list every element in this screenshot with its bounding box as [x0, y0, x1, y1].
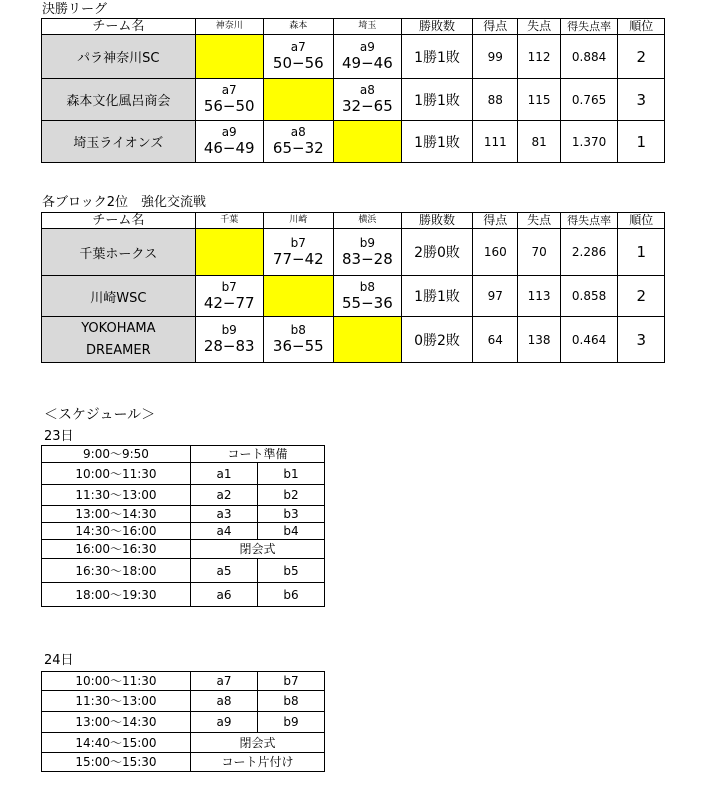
- diagonal-cell: [195, 35, 263, 79]
- b-game: b8: [258, 691, 325, 712]
- schedule-row: [42, 523, 325, 540]
- day1-label: 23日: [44, 429, 74, 444]
- time-slot: 18:00〜19:30: [42, 583, 191, 607]
- schedule-row: [42, 540, 325, 559]
- time-slot: 14:30〜16:00: [42, 523, 191, 540]
- b-game: b9: [258, 712, 325, 733]
- table-row: [42, 79, 665, 121]
- game-score: 42−77: [203, 293, 255, 312]
- game-id: a8: [290, 125, 306, 139]
- team-name-line2: DREAMER: [86, 342, 151, 358]
- ratio: 0.884: [560, 35, 618, 79]
- ratio: 0.765: [560, 79, 618, 121]
- game-score: 83−28: [342, 249, 393, 268]
- record: 1勝1敗: [401, 276, 472, 317]
- game-score: 32−65: [342, 97, 393, 115]
- header-points-against: 失点: [518, 19, 560, 35]
- record: 1勝1敗: [401, 35, 472, 79]
- points-for: 64: [473, 317, 518, 363]
- schedule-row: [42, 672, 325, 691]
- points-against: 113: [518, 276, 560, 317]
- slot-event: コート準備: [191, 446, 325, 463]
- points-against: 81: [518, 121, 560, 163]
- slot-event: 閉会式: [191, 540, 325, 559]
- header-points-for: 得点: [473, 213, 518, 229]
- b-game: b4: [258, 523, 325, 540]
- game-id: a7: [221, 83, 237, 97]
- day1-schedule-table: [41, 445, 325, 607]
- time-slot: 14:40〜15:00: [42, 733, 191, 753]
- schedule-row: [42, 583, 325, 607]
- time-slot: 11:30〜13:00: [42, 691, 191, 712]
- game-score: 65−32: [272, 139, 324, 157]
- team-name: パラ神奈川SC: [42, 35, 196, 79]
- final-league-title: 決勝リーグ: [42, 2, 108, 17]
- game-score: 36−55: [272, 337, 324, 355]
- schedule-row: [42, 733, 325, 753]
- game-score: 28−83: [203, 337, 255, 355]
- ratio: 1.370: [560, 121, 618, 163]
- time-slot: 13:00〜14:30: [42, 506, 191, 523]
- schedule-row: [42, 485, 325, 506]
- team-name-line1: YOKOHAMA: [81, 320, 156, 336]
- table-row: [42, 317, 665, 363]
- schedule-row: [42, 506, 325, 523]
- b-game: b3: [258, 506, 325, 523]
- day2-label: 24日: [44, 653, 74, 668]
- schedule-row: [42, 446, 325, 463]
- rank: 1: [618, 229, 665, 276]
- points-against: 70: [518, 229, 560, 276]
- a-game: a6: [191, 583, 258, 607]
- header-yokohama: 横浜: [333, 213, 401, 229]
- diagonal-cell: [333, 121, 401, 163]
- game-score: 56−50: [203, 97, 255, 115]
- time-slot: 10:00〜11:30: [42, 463, 191, 485]
- team-name: 千葉ホークス: [42, 229, 196, 276]
- points-for: 88: [473, 79, 518, 121]
- day2-schedule-table: [41, 671, 325, 772]
- match-cell: [333, 276, 401, 317]
- game-id: b8: [290, 323, 306, 337]
- table-row: [42, 276, 665, 317]
- final-league-table: [41, 18, 665, 163]
- header-record: 勝敗数: [401, 213, 472, 229]
- exchange-header-row: [42, 213, 665, 229]
- header-ratio: 得失点率: [560, 19, 618, 35]
- time-slot: 11:30〜13:00: [42, 485, 191, 506]
- game-id: b9: [221, 323, 237, 337]
- b-game: b5: [258, 559, 325, 583]
- game-id: a9: [221, 125, 237, 139]
- a-game: a7: [191, 672, 258, 691]
- diagonal-cell: [195, 229, 263, 276]
- schedule-row: [42, 559, 325, 583]
- a-game: a5: [191, 559, 258, 583]
- diagonal-cell: [263, 79, 333, 121]
- b-game: b2: [258, 485, 325, 506]
- match-cell: [333, 35, 401, 79]
- exchange-title: 各ブロック2位 強化交流戦: [42, 195, 207, 210]
- rank: 3: [618, 317, 665, 363]
- game-score: 77−42: [272, 249, 324, 268]
- match-cell: [333, 229, 401, 276]
- game-score: 49−46: [342, 54, 393, 72]
- game-id: b7: [290, 235, 306, 250]
- team-name: [42, 317, 196, 363]
- match-cell: [195, 79, 263, 121]
- schedule-row: [42, 463, 325, 485]
- a-game: a4: [191, 523, 258, 540]
- header-team: チーム名: [42, 213, 196, 229]
- match-cell: [263, 121, 333, 163]
- ratio: 0.464: [560, 317, 618, 363]
- record: 2勝0敗: [401, 229, 472, 276]
- record: 1勝1敗: [401, 121, 472, 163]
- match-cell: [195, 121, 263, 163]
- ratio: 0.858: [560, 276, 618, 317]
- schedule-row: [42, 691, 325, 712]
- game-id: a7: [290, 40, 306, 54]
- diagonal-cell: [263, 276, 333, 317]
- game-id: b7: [221, 279, 237, 294]
- game-id: a9: [359, 40, 375, 54]
- game-score: 46−49: [203, 139, 255, 157]
- schedule-row: [42, 753, 325, 772]
- team-name: 川崎WSC: [42, 276, 196, 317]
- slot-event: コート片付け: [191, 753, 325, 772]
- b-game: b6: [258, 583, 325, 607]
- points-for: 111: [473, 121, 518, 163]
- b-game: b7: [258, 672, 325, 691]
- header-rank: 順位: [618, 19, 665, 35]
- points-for: 99: [473, 35, 518, 79]
- a-game: a9: [191, 712, 258, 733]
- game-score: 55−36: [342, 293, 393, 312]
- points-against: 115: [518, 79, 560, 121]
- schedule-row: [42, 712, 325, 733]
- header-ratio: 得失点率: [560, 213, 618, 229]
- header-points-for: 得点: [473, 19, 518, 35]
- time-slot: 16:30〜18:00: [42, 559, 191, 583]
- match-cell: [195, 276, 263, 317]
- time-slot: 16:00〜16:30: [42, 540, 191, 559]
- time-slot: 13:00〜14:30: [42, 712, 191, 733]
- schedule-title: ＜スケジュール＞: [44, 407, 156, 423]
- header-rank: 順位: [618, 213, 665, 229]
- game-score: 50−56: [272, 54, 324, 72]
- time-slot: 9:00〜9:50: [42, 446, 191, 463]
- header-saitama: 埼玉: [333, 19, 401, 35]
- final-league-header-row: [42, 19, 665, 35]
- header-kanagawa: 神奈川: [195, 19, 263, 35]
- rank: 2: [618, 276, 665, 317]
- points-against: 138: [518, 317, 560, 363]
- points-for: 160: [473, 229, 518, 276]
- team-name: 埼玉ライオンズ: [42, 121, 196, 163]
- b-game: b1: [258, 463, 325, 485]
- time-slot: 15:00〜15:30: [42, 753, 191, 772]
- record: 1勝1敗: [401, 79, 472, 121]
- match-cell: [263, 229, 333, 276]
- ratio: 2.286: [560, 229, 618, 276]
- match-cell: [263, 35, 333, 79]
- header-record: 勝敗数: [401, 19, 472, 35]
- header-points-against: 失点: [518, 213, 560, 229]
- match-cell: [263, 317, 333, 363]
- table-row: [42, 35, 665, 79]
- game-id: b8: [359, 279, 376, 294]
- a-game: a2: [191, 485, 258, 506]
- a-game: a3: [191, 506, 258, 523]
- header-chiba: 千葉: [195, 213, 263, 229]
- a-game: a1: [191, 463, 258, 485]
- match-cell: [333, 79, 401, 121]
- header-morimoto: 森本: [263, 19, 333, 35]
- rank: 1: [618, 121, 665, 163]
- game-id: a8: [359, 83, 375, 97]
- table-row: [42, 121, 665, 163]
- header-team: チーム名: [42, 19, 196, 35]
- exchange-table: [41, 212, 665, 363]
- slot-event: 閉会式: [191, 733, 325, 753]
- record: 0勝2敗: [401, 317, 472, 363]
- match-cell: [195, 317, 263, 363]
- points-against: 112: [518, 35, 560, 79]
- a-game: a8: [191, 691, 258, 712]
- team-name: 森本文化風呂商会: [42, 79, 196, 121]
- diagonal-cell: [333, 317, 401, 363]
- table-row: [42, 229, 665, 276]
- time-slot: 10:00〜11:30: [42, 672, 191, 691]
- rank: 3: [618, 79, 665, 121]
- game-id: b9: [359, 235, 376, 250]
- rank: 2: [618, 35, 665, 79]
- points-for: 97: [473, 276, 518, 317]
- header-kawasaki: 川崎: [263, 213, 333, 229]
